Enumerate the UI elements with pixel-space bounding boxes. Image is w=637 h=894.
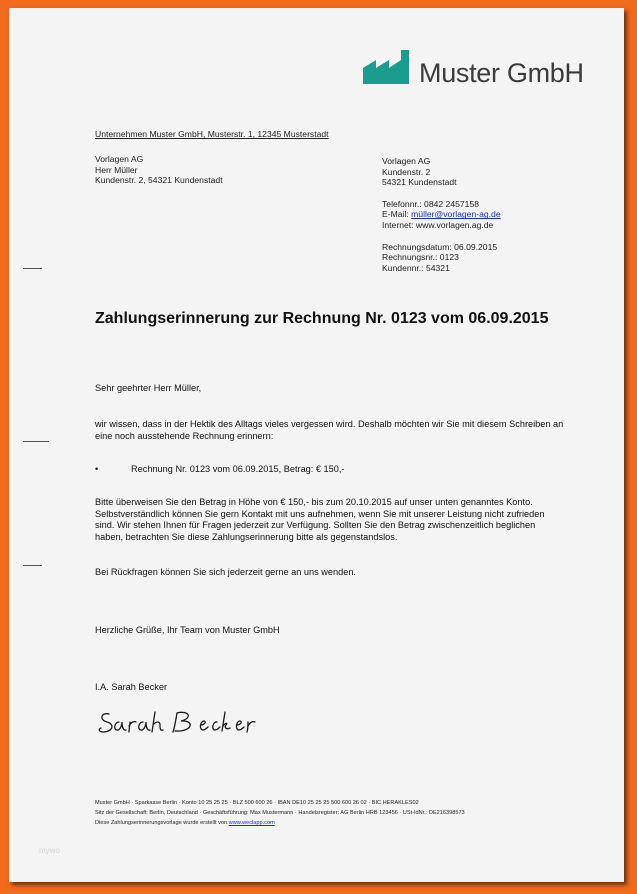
fold-mark	[23, 441, 49, 442]
footer-credit-text: Diese Zahlungserinnerungsvorlage wurde erstellt von	[95, 820, 228, 826]
letter-page	[9, 8, 624, 882]
info-customer-number: Kundennr.: 54321	[382, 262, 450, 273]
recipient-address	[95, 154, 223, 186]
closing-line: Herzliche Grüße, Ihr Team von Muster GmbH	[95, 625, 280, 635]
info-block	[382, 156, 501, 273]
info-city: 54321 Kundenstadt	[382, 177, 457, 188]
company-logo-name: Muster GmbH	[419, 58, 584, 88]
handwritten-signature	[97, 708, 257, 738]
bullet-marker: •	[95, 464, 99, 474]
salutation: Sehr geehrter Herr Müller,	[95, 383, 202, 393]
fold-mark	[23, 268, 42, 269]
signer-name: I.A. Sarah Becker	[95, 682, 168, 692]
info-email-row	[382, 209, 501, 220]
recipient-street: Kundenstr. 2, 54321 Kundenstadt	[95, 175, 223, 186]
bullet-invoice-item: Rechnung Nr. 0123 vom 06.09.2015, Betrag: € 150,-	[131, 464, 345, 474]
payment-paragraph: Bitte überweisen Sie den Betrag in Höhe von € 150,- bis zum 20.10.2015 auf unser unten genanntes Konto. Selbstverständlich können Sie gern Kontakt mit uns aufnehmen, wenn Sie mit unserer Leistung nicht zufrieden sind. Wir stehen Ihnen für Fragen jederzeit zur Verfügung. Sollten Sie den Betrag zwischenzeitlich beglichen haben, betrachten Sie diese Zahlungserinnerung bitte als gegenstandslos.	[95, 497, 545, 542]
info-company: Vorlagen AG	[382, 156, 431, 166]
info-street: Kundenstr. 2	[382, 166, 431, 177]
intro-paragraph: wir wissen, dass in der Hektik des Alltags vieles vergessen wird. Deshalb möchten wir Sie mit diesem Schreiben an eine noch ausstehende Rechnung erinnern:	[95, 419, 564, 441]
footer-credit	[95, 820, 275, 826]
info-email-label: E-Mail:	[382, 209, 409, 220]
footer-bank-details: Muster GmbH · Sparkasse Berlin · Konto 10 25 25 25 · BLZ 500 600 26 · IBAN DE10 25 25 25 500 600 26 02 · BIC HERAKLES02	[95, 800, 419, 806]
info-email-link[interactable]: müller@vorlagen-ag.de	[411, 209, 501, 220]
recipient-contact: Herr Müller	[95, 164, 138, 175]
recipient-company: Vorlagen AG	[95, 154, 144, 164]
factory-logo-icon	[363, 48, 413, 84]
questions-paragraph: Bei Rückfragen können Sie sich jederzeit gerne an uns wenden.	[95, 567, 356, 577]
info-invoice-date: Rechnungsdatum: 06.09.2015	[382, 241, 498, 252]
footer-credit-link[interactable]: www.weclapp.com	[228, 820, 275, 826]
fold-mark	[23, 565, 42, 566]
footer-company-details: Sitz der Gesellschaft: Berlin, Deutschland · Geschäftsführung: Max Mustermann · Handelsregister: AG Berlin HRB 123456 · USt-IdNr.: DE216398573	[95, 810, 465, 816]
info-phone: Telefonnr.: 0842 2457158	[382, 198, 480, 209]
letter-subject: Zahlungserinnerung zur Rechnung Nr. 0123 vom 06.09.2015	[95, 310, 549, 327]
info-internet: Internet: www.vorlagen.ag.de	[382, 219, 494, 230]
info-invoice-number: Rechnungsnr.: 0123	[382, 252, 459, 263]
watermark-text: mywo	[39, 846, 60, 855]
sender-return-address: Unternehmen Muster GmbH, Musterstr. 1, 12345 Musterstadt	[95, 129, 329, 139]
